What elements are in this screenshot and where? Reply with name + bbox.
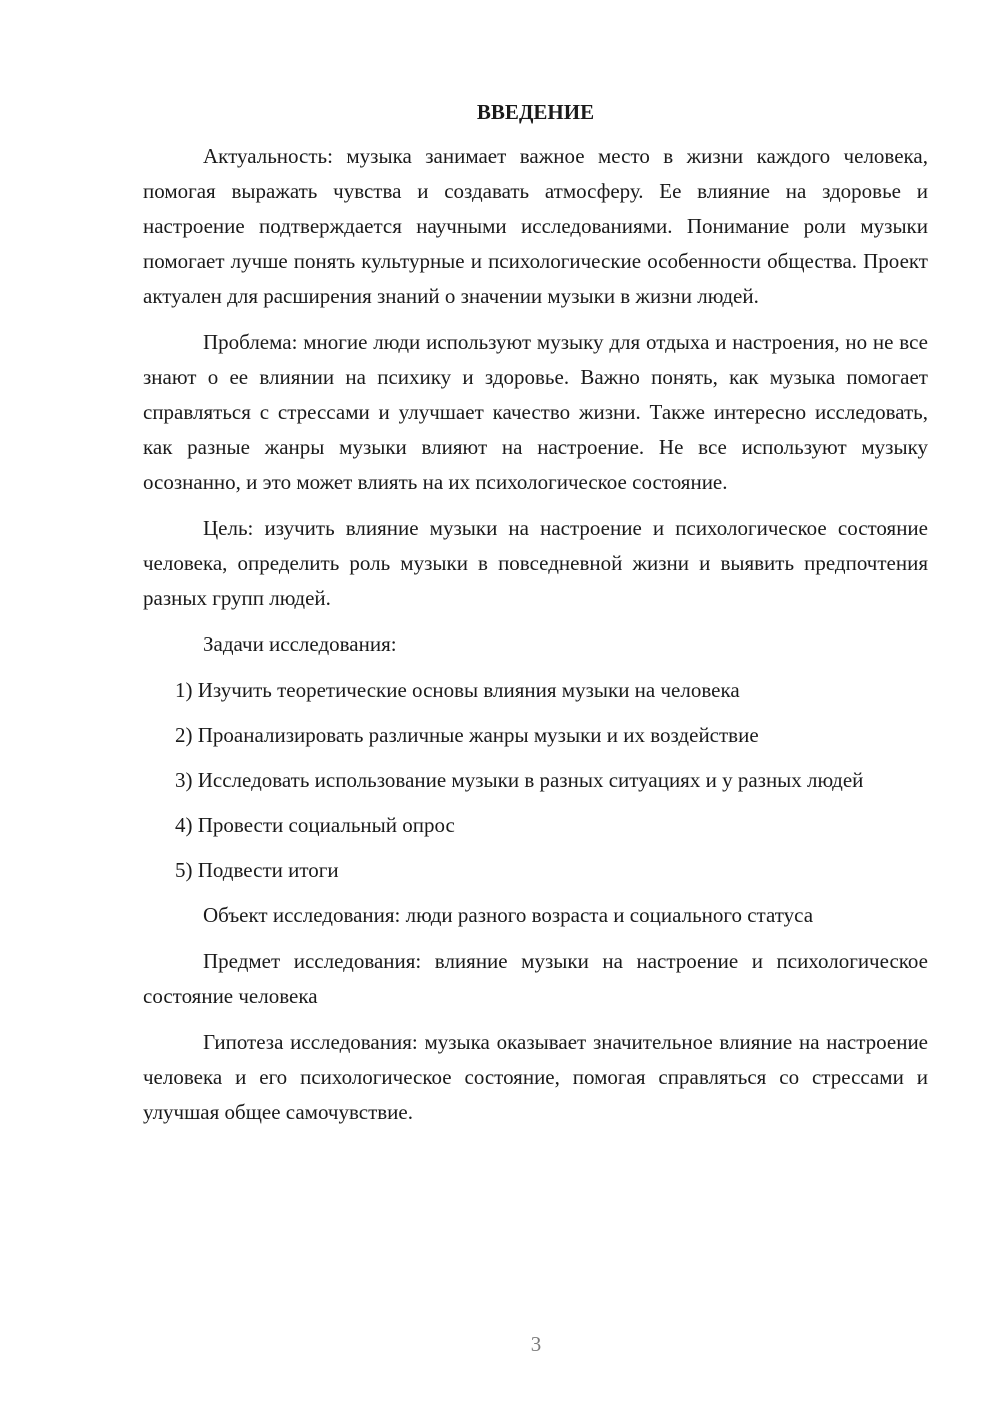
subject-paragraph: Предмет исследования: влияние музыки на настроение и психологическое состояние человека: [143, 949, 928, 1008]
page-content: [143, 95, 928, 1141]
page-number: 3: [530, 1332, 542, 1356]
goal-paragraph: Цель: изучить влияние музыки на настроение и психологическое состояние человека, определить роль музыки в повседневной жизни и выявить предпочтения разных групп людей.: [143, 516, 928, 610]
page-title: ВВЕДЕНИЕ: [476, 100, 595, 124]
hypothesis-paragraph: Гипотеза исследования: музыка оказывает значительное влияние на настроение человека и его психологическое состояние, помогая справляться со стрессами и улучшая общее самочувствие.: [143, 1030, 928, 1124]
object-paragraph: Объект исследования: люди разного возраста и социального статуса: [203, 903, 814, 927]
list-item: 5) Подвести итоги: [175, 858, 339, 882]
list-item: 4) Провести социальный опрос: [175, 813, 455, 837]
list-item: 1) Изучить теоретические основы влияния музыки на человека: [175, 678, 740, 702]
relevance-paragraph: Актуальность: музыка занимает важное место в жизни каждого человека, помогая выражать чувства и создавать атмосферу. Ее влияние на здоровье и настроение подтверждается научными исследованиями. Понимание роли музыки помогает лучше понять культурные и психологические особенности общества. Проект актуален для расширения знаний о значении музыки в жизни людей.: [143, 144, 928, 308]
tasks-list: [143, 673, 928, 888]
list-item: 3) Исследовать использование музыки в разных ситуациях и у разных людей: [175, 768, 864, 792]
tasks-heading: Задачи исследования:: [203, 632, 397, 656]
problem-paragraph: Проблема: многие люди используют музыку для отдыха и настроения, но не все знают о ее влиянии на психику и здоровье. Важно понять, как музыка помогает справляться с стрессами и улучшает качество жизни. Также интересно исследовать, как разные жанры музыки влияют на настроение. Не все используют музыку осознанно, и это может влиять на их психологическое состояние.: [143, 330, 928, 494]
list-item: 2) Проанализировать различные жанры музыки и их воздействие: [175, 723, 759, 747]
